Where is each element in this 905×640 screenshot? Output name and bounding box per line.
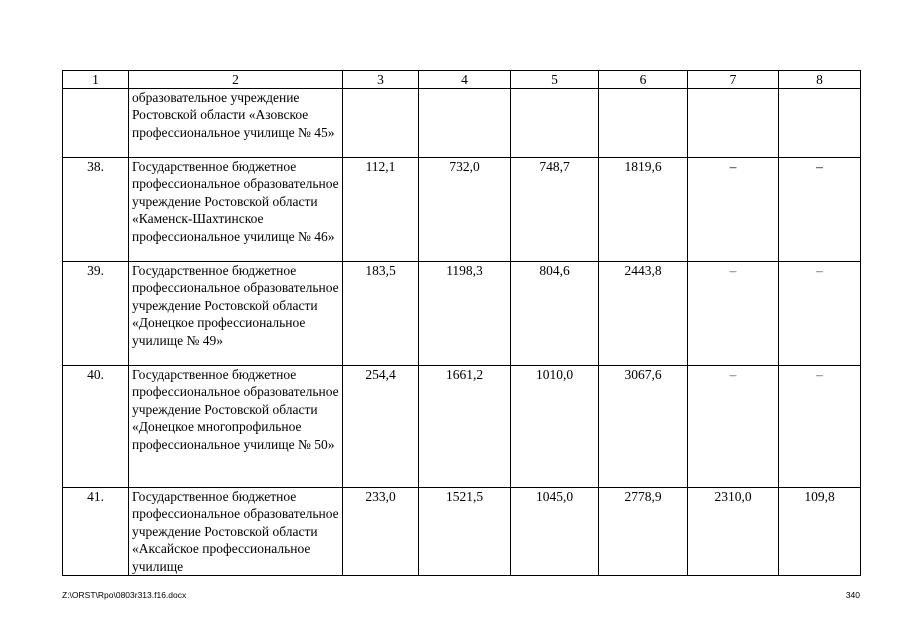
row-number-cell — [63, 89, 129, 158]
value-cell: 2310,0 — [688, 488, 779, 576]
value-cell: – — [779, 158, 861, 262]
value-cell — [599, 89, 688, 158]
institution-name-cell: Государственное бюджетное профессиональное образовательное учреждение Ростовской области «Донецкое профессиональное училище № 49» — [129, 262, 343, 366]
data-table — [62, 70, 861, 576]
value-cell — [343, 89, 419, 158]
institution-name-cell: Государственное бюджетное профессиональное образовательное учреждение Ростовской области «Донецкое многопрофильное профессиональное училище № 50» — [129, 366, 343, 488]
value-cell: 3067,6 — [599, 366, 688, 488]
value-cell: 1661,2 — [419, 366, 511, 488]
footer-file-path: Z:\ORST\Rpo\0803r313.f16.docx — [62, 590, 187, 600]
value-cell: – — [688, 262, 779, 366]
institution-name-cell: Государственное бюджетное профессиональное образовательное учреждение Ростовской области «Каменск-Шахтинское профессиональное училище № 46» — [129, 158, 343, 262]
column-header: 2 — [129, 71, 343, 89]
value-cell: 183,5 — [343, 262, 419, 366]
value-cell — [511, 89, 599, 158]
value-cell: 1010,0 — [511, 366, 599, 488]
column-header: 3 — [343, 71, 419, 89]
row-number-cell: 40. — [63, 366, 129, 488]
value-cell — [419, 89, 511, 158]
table-row-continuation — [63, 89, 861, 158]
table-row — [63, 488, 861, 576]
institution-name-cell: Государственное бюджетное профессиональное образовательное учреждение Ростовской области «Аксайское профессиональное училище — [129, 488, 343, 576]
column-header: 5 — [511, 71, 599, 89]
table-row — [63, 262, 861, 366]
value-cell: 1521,5 — [419, 488, 511, 576]
value-cell — [688, 89, 779, 158]
value-cell: 748,7 — [511, 158, 599, 262]
column-header: 8 — [779, 71, 861, 89]
value-cell: – — [688, 366, 779, 488]
value-cell: 1198,3 — [419, 262, 511, 366]
value-cell — [779, 89, 861, 158]
value-cell: – — [779, 262, 861, 366]
institution-name-cell: образовательное учреждение Ростовской области «Азовское профессиональное училище № 45» — [129, 89, 343, 158]
column-header: 4 — [419, 71, 511, 89]
value-cell: 2778,9 — [599, 488, 688, 576]
column-header: 7 — [688, 71, 779, 89]
row-number-cell: 38. — [63, 158, 129, 262]
table-row — [63, 158, 861, 262]
value-cell: 254,4 — [343, 366, 419, 488]
value-cell: 109,8 — [779, 488, 861, 576]
value-cell: 804,6 — [511, 262, 599, 366]
value-cell: 2443,8 — [599, 262, 688, 366]
value-cell: 112,1 — [343, 158, 419, 262]
value-cell: 233,0 — [343, 488, 419, 576]
table-row — [63, 366, 861, 488]
value-cell: – — [688, 158, 779, 262]
row-number-cell: 41. — [63, 488, 129, 576]
value-cell: 1819,6 — [599, 158, 688, 262]
value-cell: 1045,0 — [511, 488, 599, 576]
footer-page-number: 340 — [845, 590, 860, 600]
column-header: 1 — [63, 71, 129, 89]
value-cell: 732,0 — [419, 158, 511, 262]
column-header: 6 — [599, 71, 688, 89]
row-number-cell: 39. — [63, 262, 129, 366]
table-header-row — [63, 71, 861, 89]
value-cell: – — [779, 366, 861, 488]
